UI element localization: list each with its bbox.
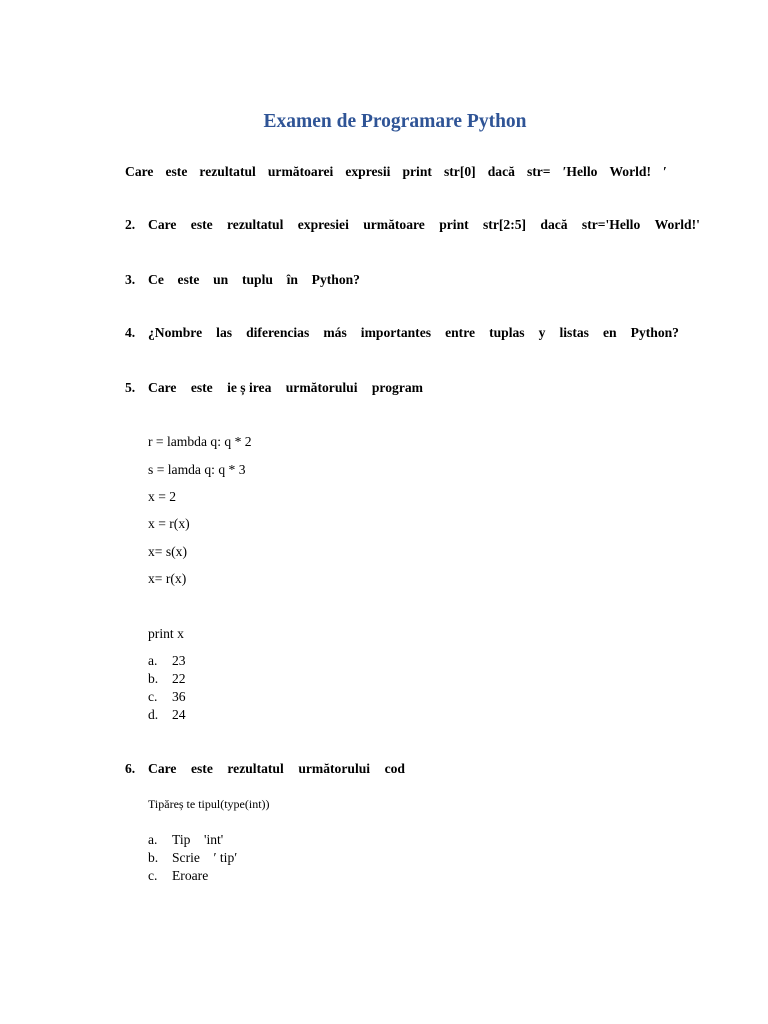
q1-word: este — [165, 164, 188, 179]
q2-word: expresiei — [297, 217, 349, 232]
q4-word: importantes — [360, 325, 432, 340]
q2-word: Care — [148, 217, 177, 232]
q3-word: în — [286, 272, 298, 287]
q2-word: print — [439, 217, 469, 232]
q3-word: un — [213, 272, 229, 287]
option-text: Scrie ′ tip′ — [172, 850, 238, 865]
question-2 — [148, 217, 700, 233]
q2-word: str='Hello — [581, 217, 641, 232]
q6-word: este — [190, 761, 213, 776]
question-4-number: 4. — [125, 325, 136, 340]
option-text: 24 — [172, 707, 186, 722]
code-line: s = lamda q: q * 3 — [148, 462, 246, 477]
q3-word: este — [177, 272, 200, 287]
page-title: Examen de Programare Python — [263, 111, 527, 132]
option-text: 22 — [172, 671, 186, 686]
option-letter: b. — [148, 850, 159, 865]
q2-word: următoare — [363, 217, 425, 232]
option-text: Eroare — [172, 868, 209, 883]
code-line: x = 2 — [148, 489, 177, 504]
code-line: x= r(x) — [148, 571, 187, 586]
q2-word: World!' — [654, 217, 700, 232]
q4-word: tuplas — [489, 325, 525, 340]
q2-word: rezultatul — [227, 217, 284, 232]
q2-word: str[2:5] — [483, 217, 527, 232]
code-line: print x — [148, 626, 184, 641]
q1-word: ′Hello — [562, 164, 598, 179]
q3-word: Python? — [311, 272, 360, 287]
q4-word: las — [216, 325, 233, 340]
option-letter: a. — [148, 832, 158, 847]
q4-word: y — [538, 325, 546, 340]
option-letter: c. — [148, 868, 158, 883]
q4-word: diferencias — [246, 325, 310, 340]
q6-word: următorului — [298, 761, 371, 776]
q6-word: rezultatul — [227, 761, 284, 776]
q4-word: entre — [445, 325, 476, 340]
question-2-number: 2. — [125, 217, 136, 232]
option-text: 36 — [172, 689, 186, 704]
q1-word: dacă — [487, 164, 515, 179]
q6-word: Care — [148, 761, 177, 776]
q5-word: următorului — [285, 380, 358, 395]
q4-word: más — [323, 325, 347, 340]
code-line: x = r(x) — [148, 516, 190, 531]
q2-word: este — [190, 217, 213, 232]
q1-word: rezultatul — [199, 164, 256, 179]
question-4 — [148, 325, 679, 341]
q4-word: en — [603, 325, 617, 340]
q1-word: Care — [125, 164, 154, 179]
q1-word: expresii — [345, 164, 391, 179]
q1-word: str= — [526, 164, 551, 179]
q1-word: următoarei — [267, 164, 334, 179]
q4-word: listas — [559, 325, 589, 340]
q1-word: print — [402, 164, 432, 179]
q1-word: ′ — [663, 164, 667, 179]
q3-word: Ce — [148, 272, 164, 287]
option-letter: c. — [148, 689, 158, 704]
question-5 — [148, 380, 423, 396]
q1-word: World! — [609, 164, 651, 179]
q2-word: dacă — [540, 217, 568, 232]
question-3-number: 3. — [125, 272, 136, 287]
q5-word: Care — [148, 380, 177, 395]
q4-word: ¿Nombre — [148, 325, 203, 340]
option-letter: a. — [148, 653, 158, 668]
question-5-number: 5. — [125, 380, 136, 395]
question-6-number: 6. — [125, 761, 136, 776]
q3-word: tuplu — [241, 272, 273, 287]
option-letter: d. — [148, 707, 159, 722]
q1-word: str[0] — [443, 164, 476, 179]
question-6 — [148, 761, 405, 777]
question-1 — [125, 164, 667, 180]
q5-word: este — [190, 380, 213, 395]
option-text: 23 — [172, 653, 186, 668]
code-line: x= s(x) — [148, 544, 188, 559]
question-3 — [148, 272, 360, 288]
code-line: r = lambda q: q * 2 — [148, 434, 252, 449]
q6-word: cod — [384, 761, 405, 776]
code-line: Tipăreș te tipul(type(int)) — [148, 797, 270, 811]
q5-word: ie ș irea — [227, 380, 272, 395]
option-text: Tip 'int' — [172, 832, 224, 847]
option-letter: b. — [148, 671, 159, 686]
q4-word: Python? — [630, 325, 679, 340]
q5-word: program — [371, 380, 423, 395]
